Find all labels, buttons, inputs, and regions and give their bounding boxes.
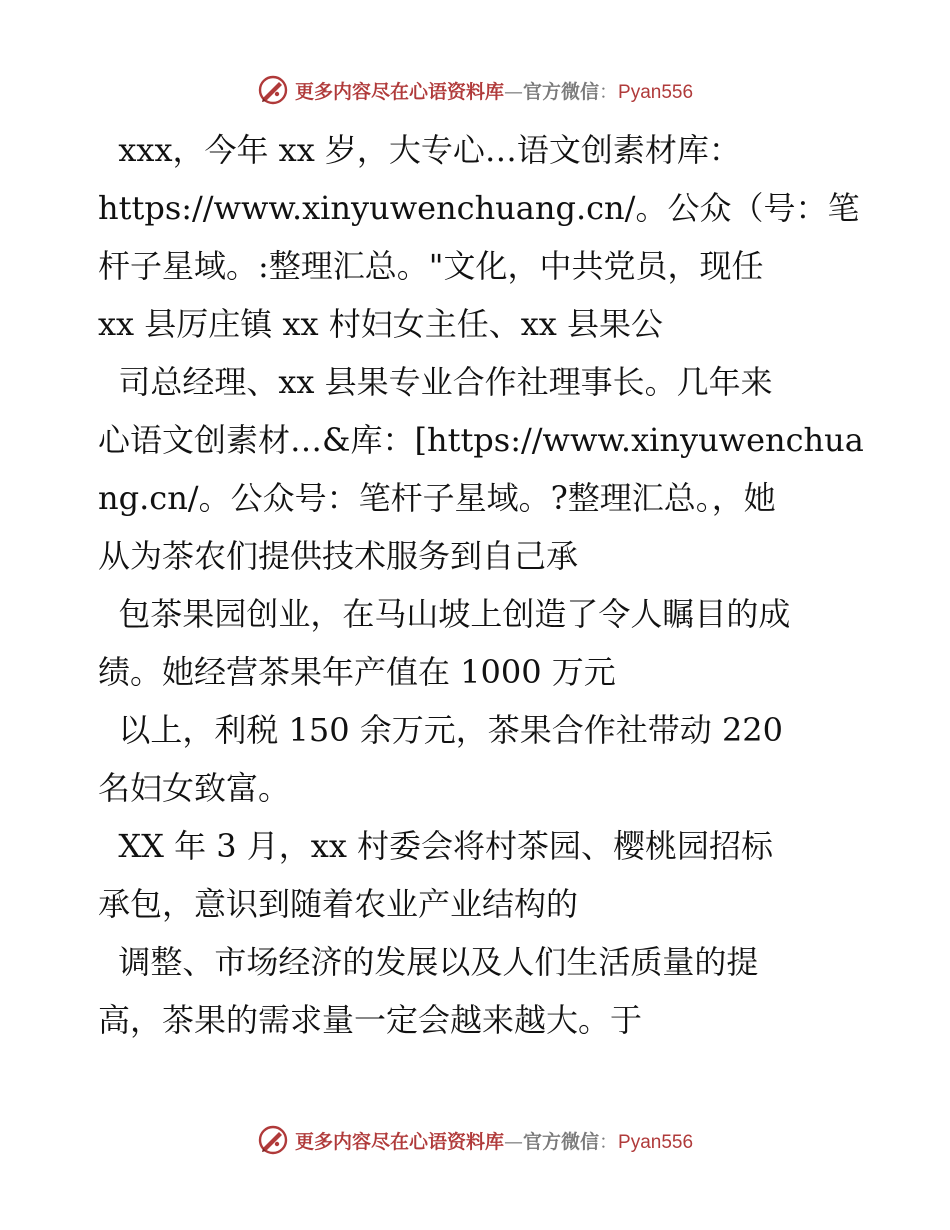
banner-sub-text: 官方微信 [522, 1130, 599, 1153]
banner-wechat-id: Pyan556 [618, 1131, 694, 1153]
body-line: 包茶果园创业，在马山坡上创造了令人瞩目的成 [98, 595, 791, 633]
body-line: 名妇女致富。 [98, 769, 291, 807]
body-line: 绩。她经营茶果年产值在 1000 万元 [98, 653, 616, 691]
body-line: 以上，利税 150 余万元，茶果合作社带动 220 [98, 711, 784, 749]
body-line: XX 年 3 月，xx 村委会将村茶园、樱桃园招标 [98, 827, 774, 865]
body-line: 杆子星域。:整理汇总。"文化，中共党员，现任 [98, 247, 764, 285]
document-body [98, 121, 864, 1049]
banner-separator: — [503, 1130, 523, 1153]
body-line: ng.cn/。公众号：笔杆子星域。?整理汇总。，她 [98, 479, 776, 517]
header-banner [0, 72, 950, 108]
body-line: 心语文创素材…&库：[https://www.xinyuwenchua [98, 421, 864, 459]
pen-logo-icon [257, 1124, 289, 1156]
banner-colon: ： [599, 80, 619, 103]
pen-logo-icon [257, 74, 289, 106]
body-line: 承包，意识到随着农业产业结构的 [98, 885, 579, 923]
body-line: 调整、市场经济的发展以及人们生活质量的提 [98, 943, 759, 981]
body-line: xxx，今年 xx 岁，大专心…语文创素材库： [98, 131, 741, 169]
footer-banner [0, 1122, 950, 1158]
banner-main-text: 更多内容尽在心语资料库 [294, 80, 504, 103]
banner-wechat-id: Pyan556 [618, 81, 694, 103]
banner-main-text: 更多内容尽在心语资料库 [294, 1130, 504, 1153]
body-line: xx 县厉庄镇 xx 村妇女主任、xx 县果公 [98, 305, 663, 343]
banner-separator: — [503, 80, 523, 103]
banner-colon: ： [599, 1130, 619, 1153]
body-line: 高，茶果的需求量一定会越来越大。于 [98, 1001, 643, 1039]
body-line: 司总经理、xx 县果专业合作社理事长。几年来 [98, 363, 773, 401]
banner-sub-text: 官方微信 [522, 80, 599, 103]
body-line: https://www.xinyuwenchuang.cn/。公众（号：笔 [98, 189, 860, 227]
body-line: 从为茶农们提供技术服务到自己承 [98, 537, 579, 575]
